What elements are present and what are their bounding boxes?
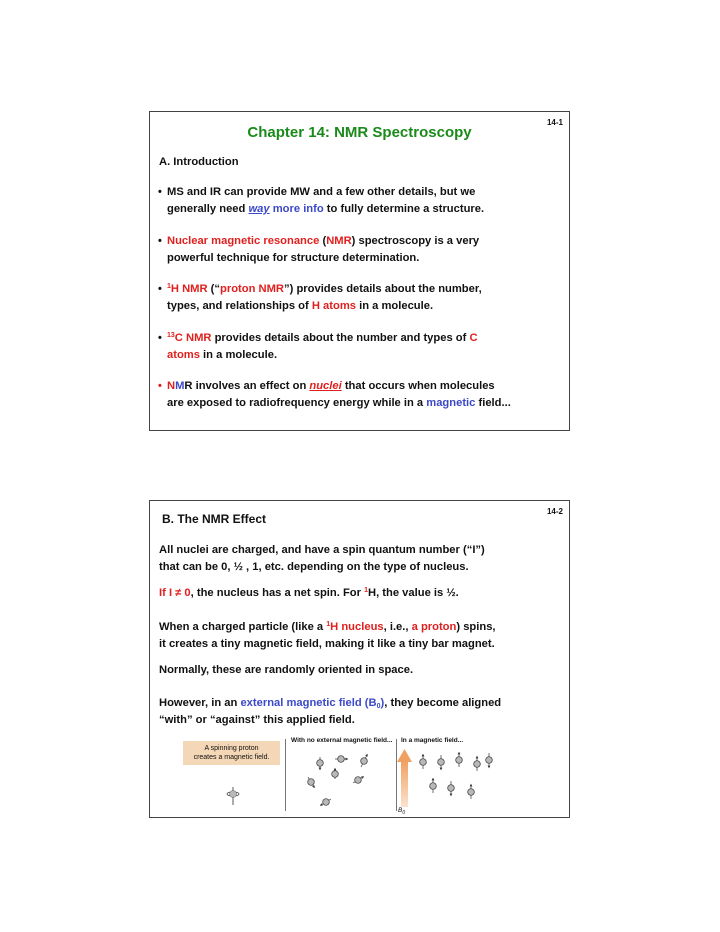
emphasis-way: way bbox=[248, 203, 270, 215]
bullet-1-line-2: generally need way more info to fully determine a structure. bbox=[167, 203, 485, 215]
paragraph-5-line-2: “with” or “against” this applied field. bbox=[159, 714, 355, 726]
bullet-2-line-1: Nuclear magnetic resonance (NMR) spectroscopy is a very bbox=[167, 235, 480, 247]
label-in-field: In a magnetic field... bbox=[401, 737, 464, 744]
bullet-marker: • bbox=[158, 235, 162, 247]
bullet-3-line-1: $^1$H NMR (“proton NMR”) provides details about the number, bbox=[167, 283, 482, 295]
emphasis-nuclei: nuclei bbox=[309, 380, 342, 392]
section-heading: A. Introduction bbox=[159, 156, 239, 168]
caption-box: A spinning proton creates a magnetic field. bbox=[183, 741, 280, 765]
bullet-5-line-1: NMR involves an effect on nuclei that occurs when molecules bbox=[167, 380, 495, 392]
paragraph-3-line-1: When a charged particle (like a $^1$H nucleus, i.e., a proton) spins, bbox=[159, 621, 496, 633]
bullet-5-line-2: are exposed to radiofrequency energy while in a magnetic field... bbox=[167, 397, 511, 409]
paragraph-4: Normally, these are randomly oriented in space. bbox=[159, 664, 414, 676]
slide-number: 14-2 bbox=[546, 507, 563, 516]
emphasis-more-info: more info bbox=[272, 203, 324, 215]
b0-field-arrow bbox=[397, 749, 412, 807]
bullet-4-line-1: $^{13}$C NMR provides details about the number and types of C bbox=[167, 332, 478, 344]
bullet-1-line-1: MS and IR can provide MW and a few other details, but we bbox=[167, 186, 476, 198]
slide-14-2 bbox=[149, 500, 570, 818]
paragraph-1-line-2: that can be 0, ½ , 1, etc. depending on the type of nucleus. bbox=[159, 561, 469, 573]
paragraph-1-line-1: All nuclei are charged, and have a spin quantum number (“I”) bbox=[159, 544, 485, 556]
paragraph-5-line-1: However, in an external magnetic field $(B_0)$, they become aligned bbox=[159, 697, 502, 710]
bullet-4-line-2: atoms in a molecule. bbox=[167, 349, 278, 361]
section-heading: B. The NMR Effect bbox=[162, 512, 267, 526]
paragraph-3-line-2: it creates a tiny magnetic field, making it like a tiny bar magnet. bbox=[159, 638, 495, 650]
spinning-proton-icon bbox=[227, 787, 239, 805]
spin-diagram bbox=[183, 737, 513, 815]
nmr-spin-figure bbox=[183, 737, 513, 815]
bullet-2-line-2: powerful technique for structure determination. bbox=[167, 252, 420, 264]
random-protons bbox=[308, 755, 368, 805]
bullet-marker: • bbox=[158, 380, 162, 392]
slide-14-1 bbox=[149, 111, 570, 431]
bullet-3-line-2: types, and relationships of H atoms in a molecule. bbox=[167, 300, 434, 312]
paragraph-2: If I ≠ 0, the nucleus has a net spin. For $^1$H, the value is ½. bbox=[159, 587, 459, 599]
bullet-marker: • bbox=[158, 332, 162, 344]
slide-number: 14-1 bbox=[546, 118, 563, 127]
bullet-marker: • bbox=[158, 283, 162, 295]
chapter-title: Chapter 14: NMR Spectroscopy bbox=[247, 124, 472, 141]
aligned-protons bbox=[420, 753, 493, 799]
b0-label: $B_0$ bbox=[398, 807, 406, 816]
label-no-field: With no external magnetic field... bbox=[291, 737, 393, 744]
bullet-marker: • bbox=[158, 186, 162, 198]
